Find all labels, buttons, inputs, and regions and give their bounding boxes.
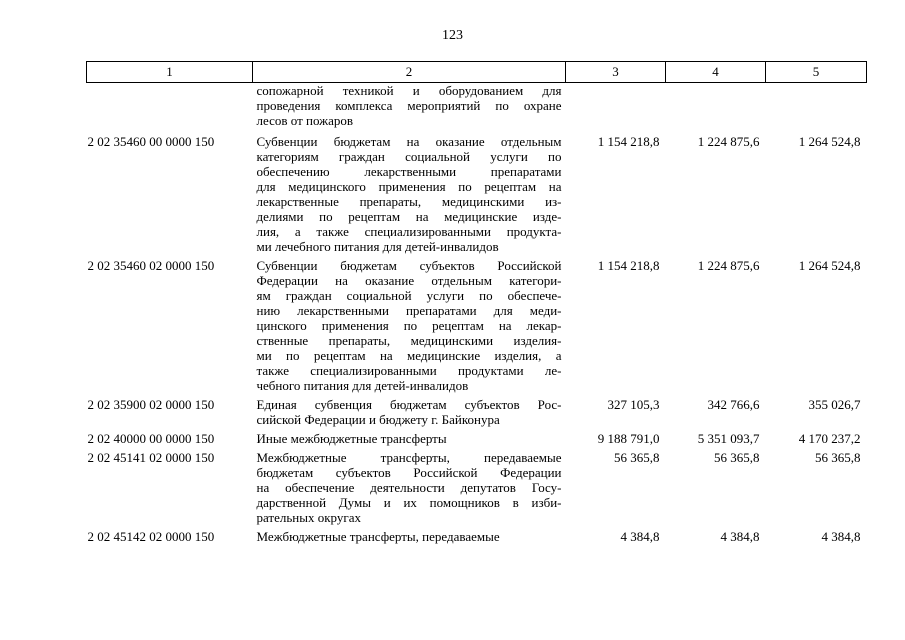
column-header-5: 5 <box>766 62 867 83</box>
description-line: ми по рецептам на медицинские изделия, а <box>256 348 562 363</box>
description-line: нию лекарственными препаратами для меди- <box>256 303 562 318</box>
revenue-code <box>87 83 253 135</box>
amount-year-3: 1 264 524,8 <box>798 258 861 273</box>
table-header <box>87 62 867 83</box>
revenue-code: 2 02 35900 02 0000 150 <box>87 397 215 412</box>
table-row <box>87 83 867 135</box>
revenue-description <box>253 83 566 135</box>
description-line: обеспечению лекарственными препаратами <box>256 164 562 179</box>
description-line: сийской Федерации и бюджету г. Байконура <box>256 412 500 427</box>
description-line: лия, а также специализированными продукта- <box>256 224 562 239</box>
description-line: лекарственные препараты, медицинскими из- <box>256 194 562 209</box>
revenue-description <box>253 529 566 548</box>
description-line: проведения комплекса мероприятий по охране <box>256 98 562 113</box>
column-header-2: 2 <box>253 62 566 83</box>
table-row <box>87 397 867 431</box>
revenue-code: 2 02 45141 02 0000 150 <box>87 450 215 465</box>
column-header-1: 1 <box>87 62 253 83</box>
description-line: Межбюджетные трансферты, передаваемые <box>256 450 562 465</box>
revenue-description <box>253 258 566 397</box>
revenue-code: 2 02 45142 02 0000 150 <box>87 529 215 544</box>
description-line: Федерации на оказание отдельным категори- <box>256 273 562 288</box>
amount-year-1: 56 365,8 <box>614 450 660 465</box>
revenue-description <box>253 450 566 529</box>
description-line: делиями по рецептам на медицинские изде- <box>256 209 562 224</box>
amount-year-3: 4 170 237,2 <box>798 431 861 446</box>
amount-year-2: 1 224 875,6 <box>697 134 760 149</box>
amount-year-3 <box>766 83 867 135</box>
table-row <box>87 529 867 548</box>
amount-year-2: 56 365,8 <box>714 450 760 465</box>
amount-year-2: 4 384,8 <box>720 529 760 544</box>
budget-table <box>86 61 867 548</box>
description-line: лесов от пожаров <box>256 113 354 128</box>
description-line: чебного питания для детей-инвалидов <box>256 378 469 393</box>
description-line: бюджетам субъектов Российской Федерации <box>256 465 562 480</box>
description-line: ям граждан социальной услуги по обеспече- <box>256 288 562 303</box>
table-row <box>87 134 867 258</box>
description-line: сопожарной техникой и оборудованием для <box>256 83 562 98</box>
amount-year-1: 1 154 218,8 <box>597 134 660 149</box>
revenue-code: 2 02 35460 02 0000 150 <box>87 258 215 273</box>
description-line: ственные препараты, медицинскими изделия- <box>256 333 562 348</box>
page-number: 123 <box>442 28 463 43</box>
description-line: на обеспечение деятельности депутатов Госу- <box>256 480 562 495</box>
amount-year-1: 9 188 791,0 <box>597 431 660 446</box>
revenue-description <box>253 134 566 258</box>
amount-year-1 <box>566 83 666 135</box>
amount-year-1: 1 154 218,8 <box>597 258 660 273</box>
amount-year-3: 355 026,7 <box>808 397 861 412</box>
description-line: рательных округах <box>256 510 361 525</box>
amount-year-2: 1 224 875,6 <box>697 258 760 273</box>
revenue-description <box>253 431 566 450</box>
table-body <box>87 83 867 549</box>
description-line: ми лечебного питания для детей-инвалидов <box>256 239 499 254</box>
table-row <box>87 258 867 397</box>
revenue-code: 2 02 40000 00 0000 150 <box>87 431 215 446</box>
table-row <box>87 431 867 450</box>
description-line: дарственной Думы и их помощников в изби- <box>256 495 562 510</box>
column-header-4: 4 <box>666 62 766 83</box>
description-line: категориям граждан социальной услуги по <box>256 149 562 164</box>
description-line: Субвенции бюджетам субъектов Российской <box>256 258 562 273</box>
amount-year-3: 56 365,8 <box>815 450 861 465</box>
revenue-description <box>253 397 566 431</box>
description-line: для медицинского применения по рецептам на <box>256 179 562 194</box>
amount-year-2 <box>666 83 766 135</box>
table-row <box>87 450 867 529</box>
amount-year-1: 4 384,8 <box>620 529 660 544</box>
amount-year-2: 342 766,6 <box>707 397 760 412</box>
description-line: Межбюджетные трансферты, передаваемые <box>256 529 500 544</box>
description-line: Субвенции бюджетам на оказание отдельным <box>256 134 562 149</box>
description-line: Иные межбюджетные трансферты <box>256 431 447 446</box>
description-line: цинского применения по рецептам на лекар- <box>256 318 562 333</box>
revenue-code: 2 02 35460 00 0000 150 <box>87 134 215 149</box>
column-header-3: 3 <box>566 62 666 83</box>
description-line: Единая субвенция бюджетам субъектов Рос- <box>256 397 562 412</box>
amount-year-3: 4 384,8 <box>821 529 861 544</box>
amount-year-1: 327 105,3 <box>607 397 660 412</box>
amount-year-3: 1 264 524,8 <box>798 134 861 149</box>
amount-year-2: 5 351 093,7 <box>697 431 760 446</box>
description-line: также специализированными продуктами ле- <box>256 363 562 378</box>
